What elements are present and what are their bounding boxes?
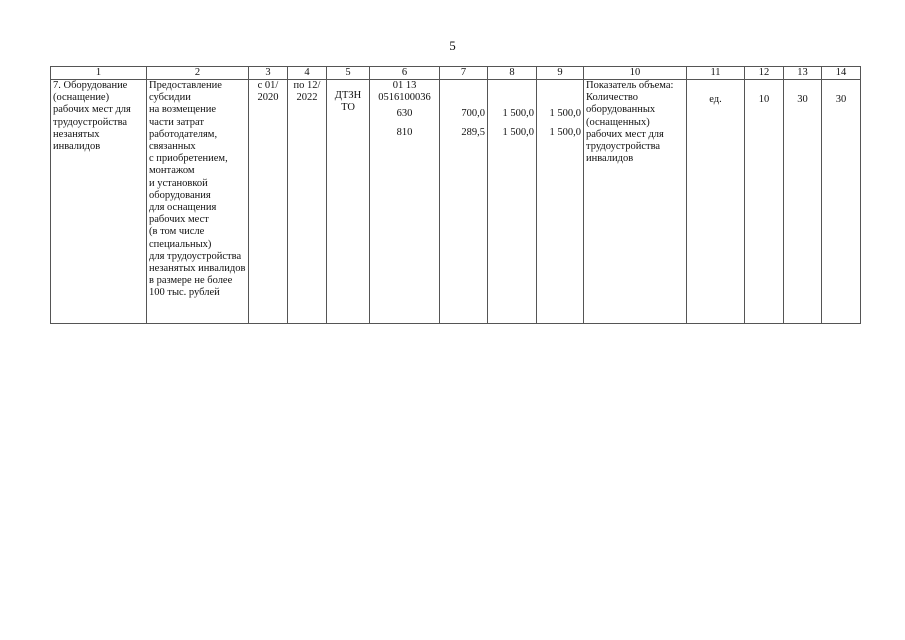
program-table (50, 66, 861, 324)
budget-code: 01 13 0516100036 (378, 80, 431, 104)
budget-code-630: 630 (396, 108, 413, 119)
header-cell: 4 (288, 67, 327, 80)
header-cell: 8 (488, 67, 537, 80)
unit-cell: ед. (687, 80, 745, 324)
executor-cell: ДТЗН ТО (327, 80, 370, 324)
amount-col9-810: 1 500,0 (549, 126, 581, 138)
activity-name-cell: 7. Оборудование (оснащение) рабочих мест для трудоустройства незанятых инвалидов (51, 80, 147, 324)
header-cell: 2 (147, 67, 249, 80)
header-cell: 10 (584, 67, 687, 80)
amount-col7-630: 700,0 (461, 108, 485, 119)
table-row (51, 80, 861, 324)
budget-code-cell (370, 80, 440, 324)
amount-col8-810: 1 500,0 (502, 126, 534, 138)
indicator-cell: Показатель объема: Количество оборудованных (оснащенных) рабочих мест для трудоустройства инвалидов (584, 80, 687, 324)
header-cell: 6 (370, 67, 440, 80)
amount-col7-cell (440, 80, 488, 324)
amount-col9-empty (539, 80, 581, 108)
header-cell: 9 (537, 67, 584, 80)
header-cell: 13 (784, 67, 822, 80)
amount-col7-810: 289,5 (461, 126, 485, 138)
description-cell: Предоставление субсидии на возмещение части затрат работодателям, связанных с приобретением, монтажом и установкой оборудования для оснащения рабочих мест (в том числе специальных) для трудоустройства незанятых инвалидов в размере не более 100 тыс. рублей (147, 80, 249, 324)
amount-col9-630: 1 500,0 (549, 108, 581, 119)
value-2020-cell: 10 (745, 80, 784, 324)
header-cell: 11 (687, 67, 745, 80)
header-cell: 14 (822, 67, 861, 80)
amount-col8-cell (488, 80, 537, 324)
header-cell: 12 (745, 67, 784, 80)
header-cell: 1 (51, 67, 147, 80)
page-number: 5 (449, 38, 456, 53)
header-cell: 5 (327, 67, 370, 80)
header-cell: 3 (249, 67, 288, 80)
amount-col8-empty (490, 80, 534, 108)
header-cell: 7 (440, 67, 488, 80)
value-2021-cell: 30 (784, 80, 822, 324)
amount-col9-cell (537, 80, 584, 324)
start-date-cell: с 01/ 2020 (249, 80, 288, 324)
value-2022-cell: 30 (822, 80, 861, 324)
end-date-cell: по 12/ 2022 (288, 80, 327, 324)
amount-col8-630: 1 500,0 (502, 108, 534, 119)
budget-code-810: 810 (396, 126, 413, 138)
header-row (51, 67, 861, 80)
amount-col7-empty (442, 80, 485, 108)
